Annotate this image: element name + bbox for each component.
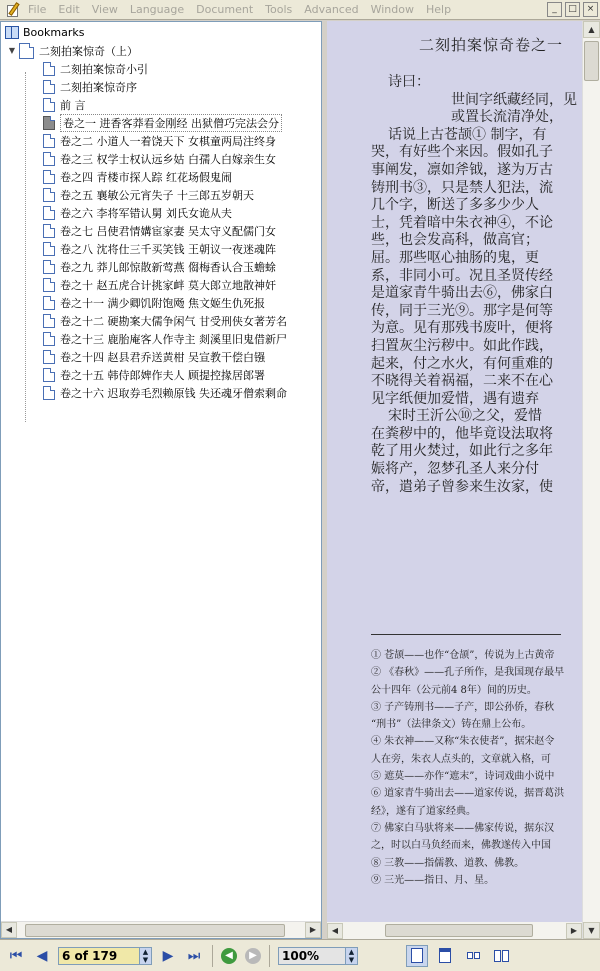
- footnote-line: 经》，遂有了道家经典。: [371, 805, 476, 817]
- single-page-mode-icon[interactable]: [406, 945, 428, 967]
- toolbar-separator: [269, 945, 270, 967]
- menu-help[interactable]: Help: [425, 3, 452, 16]
- bookmark-item[interactable]: [1, 150, 321, 168]
- document-vertical-scrollbar[interactable]: [582, 21, 600, 939]
- bookmark-page-icon: [43, 260, 55, 274]
- bookmark-item-label: 卷之十二 硬勘案大儒争闲气 甘受刑侠女著芳名: [60, 315, 287, 328]
- bookmark-item[interactable]: [1, 384, 321, 402]
- bookmark-item-label: 卷之十六 迟取券毛烈赖原钱 失还魂牙僧索剩命: [60, 387, 287, 400]
- bookmark-item-label: 卷之十五 韩侍郎婢作夫人 顾提控掾居郎署: [60, 369, 265, 382]
- bookmark-item[interactable]: [1, 168, 321, 186]
- bookmark-item-label: 卷之五 襄敏公元宵失子 十三郎五岁朝天: [60, 189, 254, 202]
- forward-icon[interactable]: ▶: [245, 948, 261, 964]
- text-line: 几个字，断送了多多少少人: [371, 197, 539, 214]
- zoom-level: 100%: [282, 948, 320, 963]
- text-line: 见字纸便加爱惜，遇有遗弃: [371, 390, 539, 407]
- bookmark-item-label: 卷之四 青楼市探人踪 红花场假鬼闹: [60, 171, 232, 184]
- bookmark-item-label: 卷之三 权学士权认远乡姑 白孺人白嫁亲生女: [60, 153, 276, 166]
- bookmark-item[interactable]: [1, 348, 321, 366]
- zoom-spinner-icon[interactable]: ▲ ▼: [345, 948, 357, 964]
- text-line: 为意。见有那残书废叶，便将: [371, 320, 553, 337]
- page-indicator: 6 of 179: [62, 948, 118, 963]
- continuous-facing-mode-icon[interactable]: [490, 945, 512, 967]
- footnote-line: ② 《春秋》——孔子所作，是我国现存最早: [371, 667, 565, 679]
- text-line: 系，非同小可。况且圣贤传经: [371, 267, 553, 284]
- menu-advanced[interactable]: Advanced: [304, 3, 359, 16]
- text-line: 话说上古苍颉① 制字，有: [388, 126, 547, 143]
- bookmark-children: [1, 60, 321, 402]
- bookmark-page-icon: [43, 224, 55, 238]
- text-line: 士，凭着暗中朱衣神④，不论: [371, 214, 553, 231]
- window-controls: [544, 2, 598, 17]
- text-line: 事阐发，凛如斧钺，遂为万古: [371, 161, 553, 178]
- bookmark-root[interactable]: [1, 42, 321, 60]
- bookmark-item-label: 卷之二 小道人一着饶天下 女棋童两局注终身: [60, 135, 276, 148]
- bookmark-root-label: 二刻拍案惊奇（上）: [39, 45, 138, 58]
- bookmark-item[interactable]: [1, 96, 321, 114]
- continuous-mode-icon[interactable]: [434, 945, 456, 967]
- footnote-line: ③ 子产铸刑书——子产，即公孙侨，春秋: [371, 701, 555, 713]
- tree-guide-line: [25, 72, 26, 422]
- bookmark-page-icon: [43, 350, 55, 364]
- bookmark-item[interactable]: [1, 366, 321, 384]
- text-line: 屈。那些呕心抽肠的鬼，更: [371, 249, 539, 266]
- bookmark-page-icon: [43, 332, 55, 346]
- text-line: 诗曰：: [388, 74, 430, 90]
- page-spinner-icon[interactable]: ▲ ▼: [139, 948, 151, 964]
- text-line: 或置长流清净处，: [451, 109, 563, 126]
- vertical-scroll-thumb[interactable]: [584, 41, 599, 81]
- doc-scroll-right-icon[interactable]: ▶: [566, 923, 582, 939]
- menu-file[interactable]: File: [28, 3, 47, 16]
- scroll-right-icon[interactable]: ▶: [305, 922, 321, 938]
- bookmark-page-icon: [43, 62, 55, 76]
- menu-window[interactable]: Window: [370, 3, 414, 16]
- bookmark-item-label: 卷之八 沈将仕三千买笑钱 王朝议一夜迷魂阵: [60, 243, 276, 256]
- scroll-left-icon[interactable]: ◀: [1, 922, 17, 938]
- bookmarks-title: Bookmarks: [23, 25, 85, 39]
- bookmark-item[interactable]: [1, 330, 321, 348]
- doc-scroll-left-icon[interactable]: ◀: [327, 923, 343, 939]
- bookmark-item[interactable]: [1, 240, 321, 258]
- bookmark-page-icon: [43, 314, 55, 328]
- bookmark-item-label: 卷之六 李将军错认舅 刘氏女诡从夫: [60, 207, 232, 220]
- bookmark-page-icon: [43, 98, 55, 112]
- text-line: 些，也会发高科，做高官；: [371, 232, 539, 249]
- menu-bar: [0, 0, 600, 20]
- footnote-line: 人在旁，朱衣人点头的，文章就入格，可: [371, 753, 551, 765]
- footnote-line: 公十四年（公元前4 8年）间的历史。: [371, 684, 537, 696]
- restore-button[interactable]: □: [565, 2, 580, 17]
- zoom-field[interactable]: [278, 947, 358, 965]
- bookmarks-pane: [0, 21, 322, 939]
- footnote-line: ① 苍颉——也作“仓颉”，传说为上古黄帝: [371, 650, 555, 661]
- scroll-up-icon[interactable]: ▲: [583, 21, 600, 38]
- footnote-line: ⑥ 道家青牛骑出去——道家传说，据晋葛洪: [371, 788, 565, 800]
- bookmark-item[interactable]: [1, 312, 321, 330]
- bookmark-item[interactable]: [1, 132, 321, 150]
- page-number-field[interactable]: [58, 947, 152, 965]
- text-line: 是道家青牛骑出去⑥，佛家白: [371, 285, 553, 302]
- bookmark-item-label: 卷之七 吕使君情媾宦家妻 吴太守义配儒门女: [60, 225, 276, 238]
- bookmark-page-icon: [43, 206, 55, 220]
- text-line: 起来，付之水火，有何重难的: [371, 355, 553, 372]
- document-page: [327, 21, 582, 939]
- chapter-title: 二刻拍案惊奇卷之一: [419, 36, 564, 54]
- text-line: 宋时王沂公⑩之父，爱惜: [388, 408, 542, 425]
- toolbar-separator: [212, 945, 213, 967]
- bookmark-page-icon: [43, 188, 55, 202]
- last-page-icon[interactable]: ⏭: [187, 947, 201, 964]
- bookmark-item-label: 卷之十三 鹿胎庵客人作寺主 剡溪里旧鬼借新尸: [60, 333, 287, 346]
- bookmark-item-label: 卷之九 莽儿郎惊散新莺燕 㑳梅香认合玉蟾蜍: [60, 261, 276, 274]
- bookmark-page-icon: [43, 134, 55, 148]
- collapse-arrow-icon[interactable]: ▼: [8, 46, 16, 55]
- facing-mode-icon[interactable]: [462, 945, 484, 967]
- footnote-line: ④ 朱衣神——又称“朱衣使者”，据宋赵令: [371, 736, 555, 748]
- footnote-line: ⑦ 佛家白马驮将来——佛家传说，据东汉: [371, 822, 555, 834]
- bookmark-item-label: 二刻拍案惊奇序: [60, 81, 137, 94]
- bookmark-item-label: 前 言: [60, 99, 86, 112]
- bookmarks-horizontal-scrollbar[interactable]: [1, 921, 321, 938]
- bookmark-page-icon: [43, 170, 55, 184]
- bookmark-page-icon: [43, 296, 55, 310]
- menu-view[interactable]: View: [91, 3, 118, 16]
- back-icon[interactable]: ◀: [221, 948, 237, 964]
- bookmark-page-icon: [43, 80, 55, 94]
- bookmark-item[interactable]: [1, 78, 321, 96]
- text-line: 乾了用火焚过，如此行之多年: [371, 443, 553, 460]
- scroll-down-icon[interactable]: ▼: [583, 922, 600, 939]
- footnote-line: ⑤ 遮莫——亦作“遮末”，诗词戏曲小说中: [371, 771, 555, 783]
- text-line: 哭，有好些个来因。假如孔子: [371, 144, 553, 161]
- bookmark-page-icon: [43, 368, 55, 382]
- first-page-icon[interactable]: ⏮: [9, 947, 23, 964]
- text-line: 铸刑书③，只是禁人犯法，流: [371, 179, 553, 196]
- text-line: 娠将产，忽梦孔圣人来分付: [371, 461, 539, 478]
- doc-scroll-thumb[interactable]: [385, 924, 533, 937]
- previous-page-icon[interactable]: ◀: [36, 947, 48, 964]
- bookmark-page-icon: [19, 43, 34, 59]
- bookmark-item[interactable]: [1, 276, 321, 294]
- bookmark-item[interactable]: [1, 258, 321, 276]
- navigation-toolbar: [0, 939, 600, 971]
- body-text: [371, 74, 582, 496]
- app-icon: [6, 2, 24, 18]
- text-line: 扫置灰尘污秽中。如此作践，: [371, 337, 553, 354]
- minimize-button[interactable]: _: [547, 2, 562, 17]
- text-line: 不晓得关着祸福，二来不在心: [371, 373, 553, 390]
- bookmark-page-icon: [43, 152, 55, 166]
- close-button[interactable]: ×: [583, 2, 598, 17]
- text-line: 帝，遣弟子曾参来生汝家，使: [371, 478, 553, 495]
- bookmark-item-label: 卷之十四 赵县君乔送黄柑 吴宣教干偿白镪: [60, 351, 265, 364]
- next-page-icon[interactable]: ▶: [162, 947, 174, 964]
- bookmark-item[interactable]: [1, 294, 321, 312]
- bookmark-item-label: 卷之一 进香客莽看金刚经 出狱僧巧完法会分: [60, 114, 282, 132]
- bookmark-item-label: 卷之十 赵五虎合计挑家衅 莫大郎立地散神奸: [60, 279, 276, 292]
- footnote-divider: [371, 634, 561, 635]
- menu-document[interactable]: Document: [196, 3, 254, 16]
- bookmark-item[interactable]: [1, 204, 321, 222]
- book-icon: [5, 26, 19, 39]
- footnotes: [371, 647, 582, 889]
- bookmark-item[interactable]: [1, 60, 321, 78]
- bookmark-item[interactable]: [1, 222, 321, 240]
- bookmark-page-icon: [43, 242, 55, 256]
- bookmark-page-icon: [43, 278, 55, 292]
- menu-edit[interactable]: Edit: [58, 3, 80, 16]
- document-view[interactable]: [327, 21, 582, 939]
- text-line: 在粪秽中的，他毕竟设法取将: [371, 425, 553, 442]
- footnote-line: ⑨ 三光——指日、月、星。: [371, 874, 495, 886]
- text-line: 传，同于三光⑨。那字是何等: [371, 302, 553, 319]
- menu-tools[interactable]: Tools: [265, 3, 293, 16]
- bookmark-item[interactable]: [1, 114, 321, 132]
- footnote-line: “刑书”（法律条文）铸在鼎上公布。: [371, 719, 532, 731]
- bookmark-page-icon: [43, 386, 55, 400]
- scroll-thumb[interactable]: [25, 924, 285, 937]
- bookmark-item-label: 二刻拍案惊奇小引: [60, 63, 148, 76]
- document-horizontal-scrollbar[interactable]: [327, 922, 582, 939]
- footnote-line: 之，时以白马负经而来，佛教遂传入中国: [371, 840, 551, 852]
- bookmark-item-label: 卷之十一 满少卿饥附饱飏 焦文姬生仇死报: [60, 297, 265, 310]
- bookmarks-header: [1, 22, 321, 42]
- text-line: 世间字纸藏经同，见: [451, 91, 577, 108]
- bookmark-page-icon: [43, 116, 55, 130]
- menu-language[interactable]: Language: [129, 3, 185, 16]
- bookmark-item[interactable]: [1, 186, 321, 204]
- footnote-line: ⑧ 三教——指儒教、道教、佛教。: [371, 857, 525, 869]
